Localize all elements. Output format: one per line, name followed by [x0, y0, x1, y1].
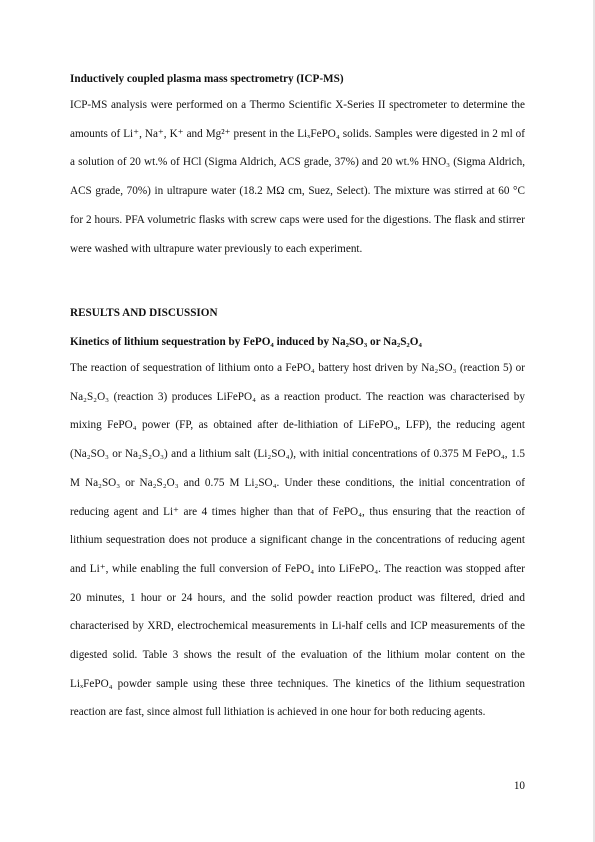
icpms-paragraph: ICP-MS analysis were performed on a Thermo Scientific X-Series II spectrometer to determine the amounts of Li⁺, Na⁺, K⁺ and Mg²⁺ present in the LiₓFePO₄ solids. Samples were digested in 2 ml of a solution of 20 wt.% of HCl (Sigma Aldrich, ACS grade, 37%) and 20 wt.% HNO₃ (Sigma Aldrich, ACS grade, 70%) in ultrapure water (18.2 MΩ cm, Suez, Select). The mixture was stirred at 60 °C for 2 hours. PFA volumetric flasks with screw caps were used for the digestions. The flask and stirrer were washed with ultrapure water previously to each experiment. [70, 99, 525, 255]
kinetics-paragraph: The reaction of sequestration of lithium onto a FePO₄ battery host driven by Na₂SO₃ (reaction 5) or Na₂S₂O₃ (reaction 3) produces LiFePO₄ as a reaction product. The reaction was characterised by mixing FePO₄ power (FP, as obtained after de-lithiation of LiFePO₄, LFP), the reducing agent (Na₂SO₃ or Na₂S₂O₃) and a lithium salt (Li₂SO₄), with initial concentrations of 0.375 M FePO₄, 1.5 M Na₂SO₃ or Na₂S₂O₃ and 0.75 M Li₂SO₄. Under these conditions, the initial concentration of reducing agent and Li⁺ are 4 times higher than that of FePO₄, thus ensuring that the reaction of lithium sequestration does not produce a significant change in the concentrations of reducing agent and Li⁺, while enabling the full conversion of FePO₄ into LiFePO₄. The reaction was stopped after 20 minutes, 1 hour or 24 hours, and the solid powder reaction product was filtered, dried and characterised by XRD, electrochemical measurements in Li-half cells and ICP measurements of the digested solid. Table 3 shows the result of the evaluation of the lithium molar content on the LiₓFePO₄ powder sample using these three techniques. The kinetics of the lithium sequestration reaction are fast, since almost full lithiation is achieved in one hour for both reducing agents. [70, 362, 525, 719]
results-heading: RESULTS AND DISCUSSION [70, 307, 218, 319]
kinetics-heading: Kinetics of lithium sequestration by FePO₄ induced by Na₂SO₃ or Na₂S₂O₄ [70, 336, 422, 348]
page-number: 10 [513, 780, 525, 792]
icpms-heading: Inductively coupled plasma mass spectrometry (ICP-MS) [70, 73, 344, 85]
